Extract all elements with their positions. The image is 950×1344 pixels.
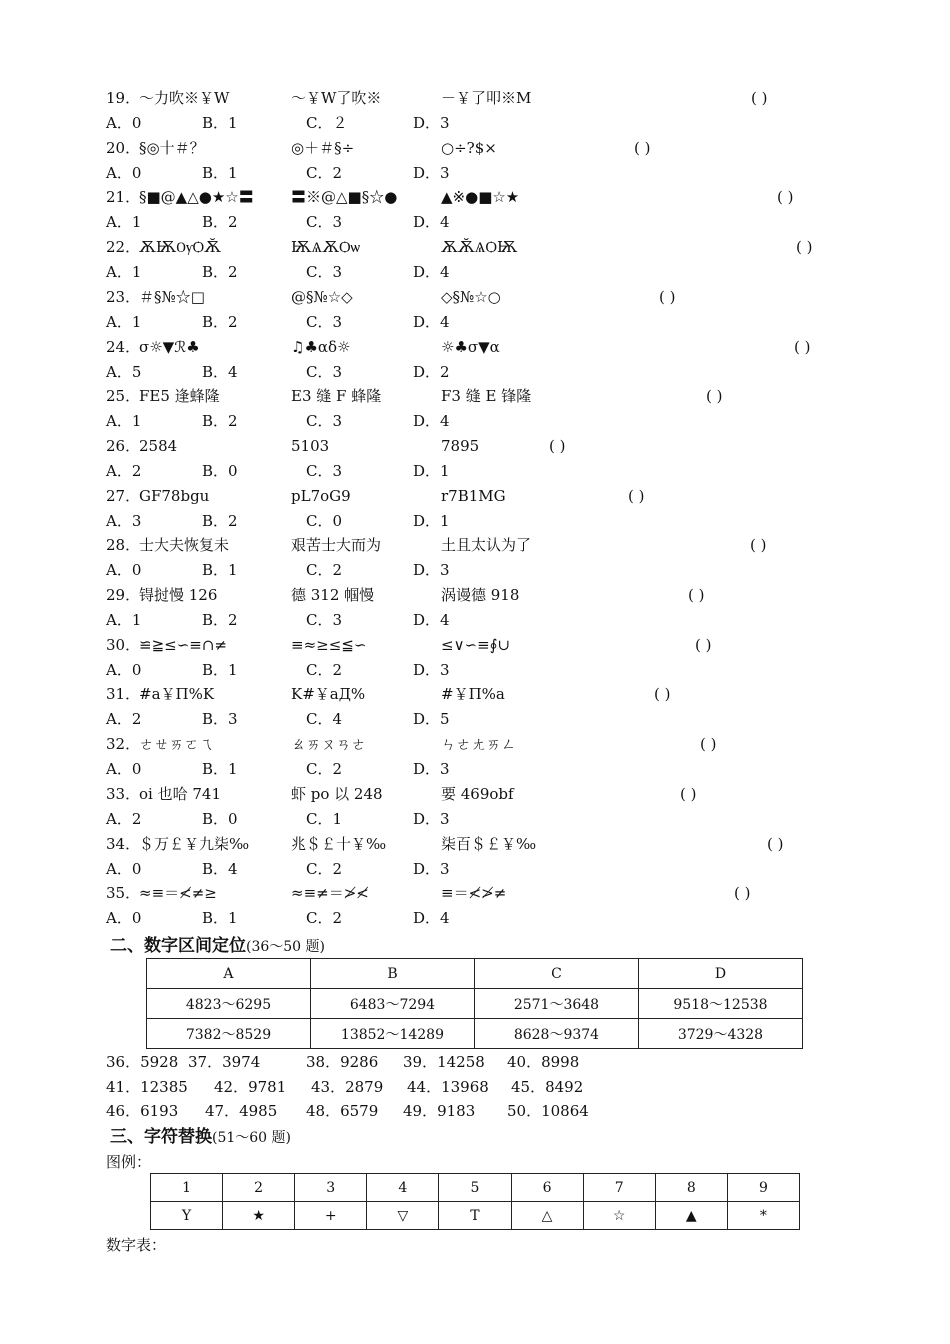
answer-blank[interactable]: ( ) bbox=[654, 685, 671, 703]
interval-table bbox=[146, 958, 803, 1049]
question-group-3: r7B1MG bbox=[441, 487, 506, 505]
section2-title: 二、数字区间定位(36～50 题) bbox=[110, 936, 326, 956]
legend-symbol: ★ bbox=[223, 1202, 295, 1230]
question-group-2: 兆＄￡十￥‰ bbox=[291, 835, 387, 853]
question-group-1: 锝挝慢 126 bbox=[139, 586, 218, 604]
option-d[interactable]: D．3 bbox=[413, 114, 450, 132]
answer-blank[interactable]: ( ) bbox=[751, 89, 768, 107]
number-item: 45．8492 bbox=[511, 1078, 584, 1096]
option-b[interactable]: B．2 bbox=[202, 412, 238, 430]
option-c[interactable]: C．3 bbox=[306, 313, 343, 331]
question-number: 22． bbox=[106, 238, 141, 256]
legend-symbol-row bbox=[151, 1202, 800, 1230]
option-a[interactable]: A．2 bbox=[106, 710, 142, 728]
question-group-1: ～力吹※￥W bbox=[139, 89, 230, 107]
question-group-2: ѬѦѪѺѡ bbox=[291, 238, 361, 256]
option-d[interactable]: D．1 bbox=[413, 512, 450, 530]
option-c[interactable]: C．3 bbox=[306, 263, 343, 281]
question-row bbox=[106, 434, 836, 458]
question-row bbox=[106, 335, 836, 359]
question-group-2: ≈≡≠＝≯≮ bbox=[291, 884, 369, 902]
question-group-3: 要 469obf bbox=[441, 785, 514, 803]
number-item: 50．10864 bbox=[507, 1102, 589, 1120]
option-a[interactable]: A．1 bbox=[106, 412, 142, 430]
option-b[interactable]: B．3 bbox=[202, 710, 238, 728]
option-a[interactable]: A．0 bbox=[106, 760, 142, 778]
question-group-1: 士大夫恢复未 bbox=[139, 536, 230, 554]
legend-number: 9 bbox=[727, 1174, 799, 1202]
number-item: 46．6193 bbox=[106, 1102, 179, 1120]
option-b[interactable]: B．4 bbox=[202, 860, 238, 878]
option-c[interactable]: C．0 bbox=[306, 512, 343, 530]
question-group-2: ㄠㄞㄡㄢㄜ bbox=[291, 735, 367, 753]
legend-number: 7 bbox=[583, 1174, 655, 1202]
question-number: 31． bbox=[106, 685, 141, 703]
legend-number: 4 bbox=[367, 1174, 439, 1202]
option-a[interactable]: A．3 bbox=[106, 512, 142, 530]
question-number: 27． bbox=[106, 487, 141, 505]
interval-cell: 13852～14289 bbox=[310, 1019, 474, 1049]
legend-number: 8 bbox=[655, 1174, 727, 1202]
legend-symbol: △ bbox=[511, 1202, 583, 1230]
question-number: 30． bbox=[106, 636, 141, 654]
option-a[interactable]: A．0 bbox=[106, 909, 142, 927]
number-item: 36．5928 bbox=[106, 1053, 179, 1071]
option-b[interactable]: B．2 bbox=[202, 313, 238, 331]
option-d[interactable]: D．3 bbox=[413, 810, 450, 828]
option-c[interactable]: C．3 bbox=[306, 412, 343, 430]
question-row bbox=[106, 384, 836, 408]
legend-number: 1 bbox=[151, 1174, 223, 1202]
option-a[interactable]: A．0 bbox=[106, 860, 142, 878]
question-group-1: §■@▲△●★☆〓 bbox=[139, 188, 254, 206]
question-group-3: 涡谩德 918 bbox=[441, 586, 520, 604]
legend-table bbox=[150, 1173, 800, 1230]
option-d[interactable]: D．5 bbox=[413, 710, 450, 728]
interval-cell: 3729～4328 bbox=[638, 1019, 802, 1049]
option-b[interactable]: B．2 bbox=[202, 263, 238, 281]
option-d[interactable]: D．3 bbox=[413, 561, 450, 579]
options-row bbox=[106, 658, 836, 682]
number-item-row bbox=[106, 1075, 706, 1099]
option-b[interactable]: B．0 bbox=[202, 810, 238, 828]
question-group-3: ☼♣σ▼α bbox=[441, 338, 500, 356]
question-group-3: ▲※●■☆★ bbox=[441, 188, 520, 206]
question-number: 29． bbox=[106, 586, 141, 604]
option-a[interactable]: A．0 bbox=[106, 164, 142, 182]
number-item: 43．2879 bbox=[311, 1078, 384, 1096]
question-group-3: 7895 bbox=[441, 437, 480, 455]
option-d[interactable]: D．1 bbox=[413, 462, 450, 480]
question-group-1: GF78bgu bbox=[139, 487, 210, 505]
option-c[interactable]: C．２ bbox=[306, 114, 348, 132]
question-group-2: ≡≈≥≤≦∽ bbox=[291, 636, 367, 654]
question-number: 26． bbox=[106, 437, 141, 455]
question-group-1: ＄万￡￥九柒‰ bbox=[139, 835, 250, 853]
option-c[interactable]: C．4 bbox=[306, 710, 343, 728]
question-row bbox=[106, 782, 836, 806]
options-row bbox=[106, 210, 836, 234]
option-d[interactable]: D．3 bbox=[413, 164, 450, 182]
question-group-2: ～￥W了吹※ bbox=[291, 89, 382, 107]
legend-symbol: * bbox=[727, 1202, 799, 1230]
option-c[interactable]: C．1 bbox=[306, 810, 343, 828]
option-d[interactable]: D．4 bbox=[413, 213, 450, 231]
option-c[interactable]: C．3 bbox=[306, 213, 343, 231]
option-b[interactable]: B．1 bbox=[202, 661, 238, 679]
question-group-1: 2584 bbox=[139, 437, 178, 455]
option-b[interactable]: B．0 bbox=[202, 462, 238, 480]
option-c[interactable]: C．2 bbox=[306, 760, 343, 778]
option-a[interactable]: A．2 bbox=[106, 810, 142, 828]
question-group-2: K#￥aД% bbox=[291, 685, 366, 703]
options-row bbox=[106, 509, 836, 533]
interval-header-d: D bbox=[638, 959, 802, 989]
option-b[interactable]: B．2 bbox=[202, 512, 238, 530]
answer-blank[interactable]: ( ) bbox=[794, 338, 811, 356]
options-row bbox=[106, 906, 836, 930]
interval-cell: 7382～8529 bbox=[147, 1019, 311, 1049]
section3-title: 三、字符替换(51～60 题) bbox=[110, 1127, 292, 1147]
options-row bbox=[106, 409, 836, 433]
option-c[interactable]: C．3 bbox=[306, 363, 343, 381]
option-d[interactable]: D．3 bbox=[413, 760, 450, 778]
question-row bbox=[106, 881, 836, 905]
question-row bbox=[106, 583, 836, 607]
option-a[interactable]: A．2 bbox=[106, 462, 142, 480]
option-a[interactable]: A．1 bbox=[106, 263, 142, 281]
question-number: 35． bbox=[106, 884, 141, 902]
interval-header-b: B bbox=[310, 959, 474, 989]
answer-blank[interactable]: ( ) bbox=[695, 636, 712, 654]
option-a[interactable]: A．1 bbox=[106, 313, 142, 331]
question-number: 24． bbox=[106, 338, 141, 356]
question-group-1: σ☼▼ℛ♣ bbox=[139, 338, 200, 356]
number-item: 48．6579 bbox=[306, 1102, 379, 1120]
number-item: 40．8998 bbox=[507, 1053, 580, 1071]
legend-symbol: T bbox=[439, 1202, 511, 1230]
question-group-2: 5103 bbox=[291, 437, 330, 455]
option-a[interactable]: A．0 bbox=[106, 661, 142, 679]
number-item: 49．9183 bbox=[403, 1102, 476, 1120]
number-item-row bbox=[106, 1050, 706, 1074]
question-group-1: ≈≡＝≮≠≥ bbox=[139, 884, 217, 902]
option-a[interactable]: A．5 bbox=[106, 363, 142, 381]
number-item: 38．9286 bbox=[306, 1053, 379, 1071]
legend-symbol: + bbox=[295, 1202, 367, 1230]
option-c[interactable]: C．3 bbox=[306, 462, 343, 480]
number-item: 41．12385 bbox=[106, 1078, 188, 1096]
interval-cell: 2571～3648 bbox=[474, 989, 638, 1019]
question-group-3: －￥了叩※M bbox=[441, 89, 532, 107]
question-group-1: ＃§№☆□ bbox=[139, 288, 205, 306]
question-group-3: #￥П%a bbox=[441, 685, 505, 703]
interval-cell: 9518～12538 bbox=[638, 989, 802, 1019]
option-b[interactable]: B．1 bbox=[202, 114, 238, 132]
option-a[interactable]: A．0 bbox=[106, 114, 142, 132]
question-group-1: ㄜㄝㄞㄛㄟ bbox=[139, 735, 215, 753]
question-number: 32． bbox=[106, 735, 141, 753]
interval-cell: 8628～9374 bbox=[474, 1019, 638, 1049]
question-group-2: 德 312 帼慢 bbox=[291, 586, 375, 604]
question-group-1: §◎十＃？ bbox=[139, 139, 205, 157]
answer-blank[interactable]: ( ) bbox=[659, 288, 676, 306]
question-group-1: ≌≧≤∽≡∩≠ bbox=[139, 636, 227, 654]
option-d[interactable]: D．2 bbox=[413, 363, 450, 381]
option-b[interactable]: B．1 bbox=[202, 760, 238, 778]
answer-blank[interactable]: ( ) bbox=[680, 785, 697, 803]
options-row bbox=[106, 459, 836, 483]
options-row bbox=[106, 757, 836, 781]
question-group-2: ◎＋＃§÷ bbox=[291, 139, 355, 157]
answer-blank[interactable]: ( ) bbox=[688, 586, 705, 604]
option-c[interactable]: C．2 bbox=[306, 909, 343, 927]
answer-blank[interactable]: ( ) bbox=[700, 735, 717, 753]
option-b[interactable]: B．4 bbox=[202, 363, 238, 381]
question-number: 34． bbox=[106, 835, 141, 853]
question-number: 33． bbox=[106, 785, 141, 803]
legend-number: 2 bbox=[223, 1174, 295, 1202]
option-d[interactable]: D．4 bbox=[413, 909, 450, 927]
question-row bbox=[106, 533, 836, 557]
question-group-2: @§№☆◇ bbox=[291, 288, 353, 306]
question-group-3: F3 缝 E 锋隆 bbox=[441, 387, 532, 405]
question-group-1: oi 也哈 741 bbox=[139, 785, 221, 803]
question-row bbox=[106, 484, 836, 508]
question-group-2: E3 缝 F 蜂隆 bbox=[291, 387, 382, 405]
answer-blank[interactable]: ( ) bbox=[628, 487, 645, 505]
interval-header-c: C bbox=[474, 959, 638, 989]
question-group-3: ◇§№☆○ bbox=[441, 288, 501, 306]
legend-symbol: ☆ bbox=[583, 1202, 655, 1230]
legend-symbol: ▽ bbox=[367, 1202, 439, 1230]
answer-blank[interactable]: ( ) bbox=[777, 188, 794, 206]
answer-blank[interactable]: ( ) bbox=[549, 437, 566, 455]
answer-blank[interactable]: ( ) bbox=[706, 387, 723, 405]
option-b[interactable]: B．1 bbox=[202, 909, 238, 927]
interval-cell: 4823～6295 bbox=[147, 989, 311, 1019]
number-table-label: 数字表： bbox=[106, 1236, 167, 1254]
number-item: 39．14258 bbox=[403, 1053, 485, 1071]
options-row bbox=[106, 360, 836, 384]
option-d[interactable]: D．4 bbox=[413, 611, 450, 629]
question-group-2: ♫♣αδ☼ bbox=[291, 338, 351, 356]
option-c[interactable]: C．2 bbox=[306, 164, 343, 182]
option-d[interactable]: D．4 bbox=[413, 412, 450, 430]
question-group-3: ѪѪ̆ѦѺѬ bbox=[441, 238, 518, 256]
options-row bbox=[106, 310, 836, 334]
question-number: 28． bbox=[106, 536, 141, 554]
option-a[interactable]: A．1 bbox=[106, 611, 142, 629]
option-c[interactable]: C．2 bbox=[306, 561, 343, 579]
options-row bbox=[106, 608, 836, 632]
question-row bbox=[106, 86, 836, 110]
options-row bbox=[106, 857, 836, 881]
question-row bbox=[106, 633, 836, 657]
number-item-row bbox=[106, 1099, 706, 1123]
option-b[interactable]: B．1 bbox=[202, 561, 238, 579]
question-group-1: ѪѬѸѺѪ̆ bbox=[139, 238, 221, 256]
question-row bbox=[106, 235, 836, 259]
number-item: 47．4985 bbox=[205, 1102, 278, 1120]
question-number: 25． bbox=[106, 387, 141, 405]
answer-blank[interactable]: ( ) bbox=[634, 139, 651, 157]
question-row bbox=[106, 285, 836, 309]
option-b[interactable]: B．1 bbox=[202, 164, 238, 182]
number-item: 37．3974 bbox=[188, 1053, 261, 1071]
option-c[interactable]: C．3 bbox=[306, 611, 343, 629]
question-group-2: 艰苦士大而为 bbox=[291, 536, 382, 554]
legend-label: 图例： bbox=[106, 1153, 152, 1171]
option-d[interactable]: D．4 bbox=[413, 263, 450, 281]
option-c[interactable]: C．2 bbox=[306, 661, 343, 679]
legend-number: 6 bbox=[511, 1174, 583, 1202]
question-group-2: 〓※@△■§☆● bbox=[291, 188, 398, 206]
interval-header-a: A bbox=[147, 959, 311, 989]
question-number: 20． bbox=[106, 139, 141, 157]
options-row bbox=[106, 111, 836, 135]
question-group-3: ≡＝≮≯≠ bbox=[441, 884, 507, 902]
legend-number: 5 bbox=[439, 1174, 511, 1202]
question-group-2: 虾 po 以 248 bbox=[291, 785, 383, 803]
question-group-1: FE5 逢蜂隆 bbox=[139, 387, 220, 405]
question-number: 19． bbox=[106, 89, 141, 107]
interval-cell: 6483～7294 bbox=[310, 989, 474, 1019]
options-row bbox=[106, 807, 836, 831]
question-group-2: pL7oG9 bbox=[291, 487, 351, 505]
question-group-3: ㄣㄜㄤㄞㄥ bbox=[441, 735, 517, 753]
answer-blank[interactable]: ( ) bbox=[734, 884, 751, 902]
question-group-3: 土且太认为了 bbox=[441, 536, 532, 554]
options-row bbox=[106, 161, 836, 185]
question-row bbox=[106, 732, 836, 756]
option-b[interactable]: B．2 bbox=[202, 611, 238, 629]
legend-symbol: Y bbox=[151, 1202, 223, 1230]
question-group-3: ○÷?$× bbox=[441, 139, 497, 157]
question-row bbox=[106, 136, 836, 160]
option-b[interactable]: B．2 bbox=[202, 213, 238, 231]
question-group-1: #a￥П%K bbox=[139, 685, 215, 703]
question-row bbox=[106, 185, 836, 209]
options-row bbox=[106, 260, 836, 284]
number-item: 42．9781 bbox=[214, 1078, 287, 1096]
options-row bbox=[106, 558, 836, 582]
number-item: 44．13968 bbox=[407, 1078, 489, 1096]
option-c[interactable]: C．2 bbox=[306, 860, 343, 878]
question-group-3: ≤∨∽≡∮∪ bbox=[441, 636, 511, 654]
answer-blank[interactable]: ( ) bbox=[796, 238, 813, 256]
question-number: 23． bbox=[106, 288, 141, 306]
options-row bbox=[106, 707, 836, 731]
question-row bbox=[106, 832, 836, 856]
question-number: 21． bbox=[106, 188, 141, 206]
answer-blank[interactable]: ( ) bbox=[767, 835, 784, 853]
option-d[interactable]: D．4 bbox=[413, 313, 450, 331]
option-a[interactable]: A．0 bbox=[106, 561, 142, 579]
legend-number-row bbox=[151, 1174, 800, 1202]
legend-number: 3 bbox=[295, 1174, 367, 1202]
option-d[interactable]: D．3 bbox=[413, 661, 450, 679]
option-d[interactable]: D．3 bbox=[413, 860, 450, 878]
answer-blank[interactable]: ( ) bbox=[750, 536, 767, 554]
question-group-3: 柒百＄￡￥‰ bbox=[441, 835, 537, 853]
option-a[interactable]: A．1 bbox=[106, 213, 142, 231]
question-row bbox=[106, 682, 836, 706]
legend-symbol: ▲ bbox=[655, 1202, 727, 1230]
